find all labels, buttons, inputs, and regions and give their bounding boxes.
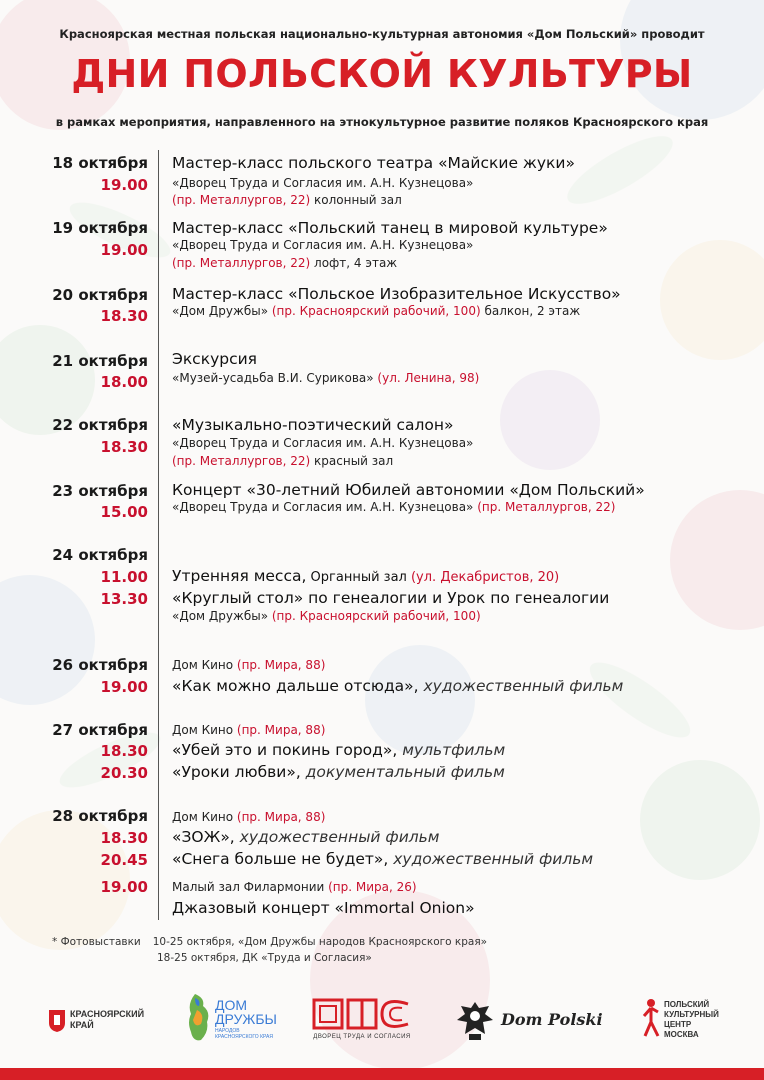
event-address: (пр. Мира, 88) (236, 723, 326, 737)
film-kind: мультфильм (397, 741, 506, 759)
event-time: 18.30 (100, 829, 148, 847)
partner-logos (0, 990, 764, 1050)
event-time: 18.30 (100, 438, 148, 456)
event-venue: Органный зал (306, 570, 411, 585)
logo-text: ДРУЖБЫ (215, 1011, 277, 1027)
event-date: 18 октября (52, 154, 148, 172)
subtitle: в рамках мероприятия, направленного на этнокультурное развитие поляков Красноярского края (55, 115, 709, 129)
event-title: Концерт «30-летний Юбилей автономии «Дом Польский» (172, 481, 645, 499)
event-room: красный зал (310, 454, 394, 468)
event-title (172, 567, 559, 585)
event-venue: «Дворец Труда и Согласия им. А.Н. Кузнецова» (172, 436, 474, 450)
event-date: 22 октября (52, 416, 148, 434)
logo-text: ДВОРЕЦ ТРУДА И СОГЛАСИЯ (313, 1034, 411, 1040)
film-kind: художественный фильм (234, 828, 440, 846)
event-address: (пр. Металлургов, 22) (172, 193, 311, 207)
event-date: 26 октября (52, 656, 148, 674)
page-title: ДНИ ПОЛЬСКОЙ КУЛЬТУРЫ (71, 52, 693, 96)
event-date: 28 октября (52, 807, 148, 825)
event-time: 18.30 (100, 742, 148, 760)
logo-text: НАРОДОВ КРАСНОЯРСКОГО КРАЯ (215, 1028, 273, 1040)
timeline-divider (158, 150, 159, 920)
event-venue-line (172, 371, 479, 385)
event-address: (ул. Декабристов, 20) (410, 570, 560, 585)
footnote-text: 10-25 октября, «Дом Дружбы народов Красноярского края» (152, 936, 488, 948)
event-date: 23 октября (52, 482, 148, 500)
film-kind: художественный фильм (388, 850, 594, 868)
film-title: «Уроки любви», (172, 763, 301, 781)
polish-cultural-center-logo (640, 996, 740, 1044)
dvorets-truda-logo (310, 998, 414, 1046)
dancer-figure-icon (640, 998, 662, 1038)
event-title: «Музыкально-поэтический салон» (172, 416, 454, 434)
footnote-label: * Фотовыставки (52, 936, 141, 948)
logo-text: МОСКВА (664, 1030, 699, 1039)
event-time: 11.00 (100, 568, 148, 586)
event-date: 19 октября (52, 219, 148, 237)
coat-of-arms-icon (48, 1009, 66, 1033)
event-time: 19.00 (100, 176, 148, 194)
event-film (172, 850, 593, 868)
event-title: Мастер-класс «Польское Изобразительное Искусство» (172, 285, 621, 303)
event-address: (пр. Мира, 26) (328, 880, 417, 894)
bottom-accent-bar (0, 1068, 764, 1080)
film-kind: художественный фильм (418, 677, 624, 695)
event-venue-line (172, 810, 325, 824)
event-time: 13.30 (100, 590, 148, 608)
event-address: (пр. Красноярский рабочий, 100) (271, 304, 481, 318)
footnote-line-1 (52, 936, 487, 948)
krasnoyarsk-krai-logo (48, 1006, 148, 1036)
film-title: «Убей это и покинь город», (172, 741, 398, 759)
event-date: 24 октября (52, 546, 148, 564)
dom-druzhby-logo (185, 990, 275, 1046)
event-venue: Дом Кино (172, 658, 237, 672)
event-time: 19.00 (100, 878, 148, 896)
event-venue: «Дворец Труда и Согласия им. А.Н. Кузнецова» (172, 176, 474, 190)
event-film (172, 677, 623, 695)
event-venue: «Дворец Труда и Согласия им. А.Н. Кузнецова» (172, 500, 478, 514)
event-venue: Дом Кино (172, 810, 237, 824)
event-date: 21 октября (52, 352, 148, 370)
event-time: 20.45 (100, 851, 148, 869)
logo-text: ДОМ (215, 997, 248, 1013)
dom-polski-logo (455, 998, 605, 1046)
logo-text: ПОЛЬСКИЙ (664, 1000, 710, 1009)
event-date: 27 октября (52, 721, 148, 739)
event-venue: «Дом Дружбы» (172, 304, 272, 318)
logo-text: КРАСНОЯРСКИЙ (70, 1009, 145, 1019)
event-venue: Малый зал Филармонии (172, 880, 329, 894)
event-venue-line (172, 609, 481, 623)
event-address: (пр. Металлургов, 22) (172, 256, 311, 270)
event-venue: «Дворец Труда и Согласия им. А.Н. Кузнецова» (172, 238, 474, 252)
film-kind: документальный фильм (300, 763, 505, 781)
event-venue-line (172, 500, 615, 514)
event-address-line (172, 256, 397, 270)
event-title: Мастер-класс польского театра «Майские жуки» (172, 154, 575, 172)
event-venue-line (172, 658, 325, 672)
film-title: «Как можно дальше отсюда», (172, 677, 419, 695)
event-film (172, 828, 440, 846)
event-address: (пр. Красноярский рабочий, 100) (271, 609, 481, 623)
event-title: «Круглый стол» по генеалогии и Урок по генеалогии (172, 589, 610, 607)
logo-text: Dom Polski (501, 1010, 603, 1029)
event-address: (пр. Металлургов, 22) (172, 454, 311, 468)
event-title-mass: Утренняя месса, (172, 567, 307, 585)
event-time: 19.00 (100, 241, 148, 259)
logo-text: КУЛЬТУРНЫЙ ЦЕНТР (664, 1010, 719, 1029)
event-film (172, 763, 505, 781)
dts-mark-icon (312, 998, 412, 1030)
event-time: 18.00 (100, 373, 148, 391)
footnote-line-2: 18-25 октября, ДК «Труда и Согласия» (157, 952, 372, 964)
event-venue: «Дом Дружбы» (172, 609, 272, 623)
event-address-line (172, 193, 402, 207)
event-address-line (172, 454, 393, 468)
event-room: колонный зал (310, 193, 402, 207)
intro-text: Красноярская местная польская национально-культурная автономия «Дом Польский» проводит (59, 27, 705, 41)
event-title: Экскурсия (172, 350, 258, 368)
event-venue-line (172, 880, 417, 894)
event-address: (пр. Мира, 88) (236, 810, 326, 824)
eagle-emblem-icon (455, 998, 495, 1042)
film-title: «ЗОЖ», (172, 828, 235, 846)
event-film (172, 741, 505, 759)
event-room: балкон, 2 этаж (480, 304, 581, 318)
event-title: Мастер-класс «Польский танец в мировой культуре» (172, 219, 608, 237)
event-time: 18.30 (100, 307, 148, 325)
film-title: «Снега больше не будет», (172, 850, 389, 868)
event-time: 19.00 (100, 678, 148, 696)
event-address: (пр. Металлургов, 22) (477, 500, 616, 514)
event-address: (ул. Ленина, 98) (377, 371, 480, 385)
event-venue: Дом Кино (172, 723, 237, 737)
map-shape-icon (185, 992, 213, 1044)
event-address: (пр. Мира, 88) (236, 658, 326, 672)
event-time: 20.30 (100, 764, 148, 782)
event-time: 15.00 (100, 503, 148, 521)
event-title: Джазовый концерт «Immortal Onion» (172, 899, 475, 917)
event-date: 20 октября (52, 286, 148, 304)
event-room: лофт, 4 этаж (310, 256, 398, 270)
event-venue-line (172, 304, 580, 318)
logo-text: КРАЙ (70, 1020, 94, 1030)
event-venue: «Музей-усадьба В.И. Сурикова» (172, 371, 378, 385)
event-venue-line (172, 723, 325, 737)
